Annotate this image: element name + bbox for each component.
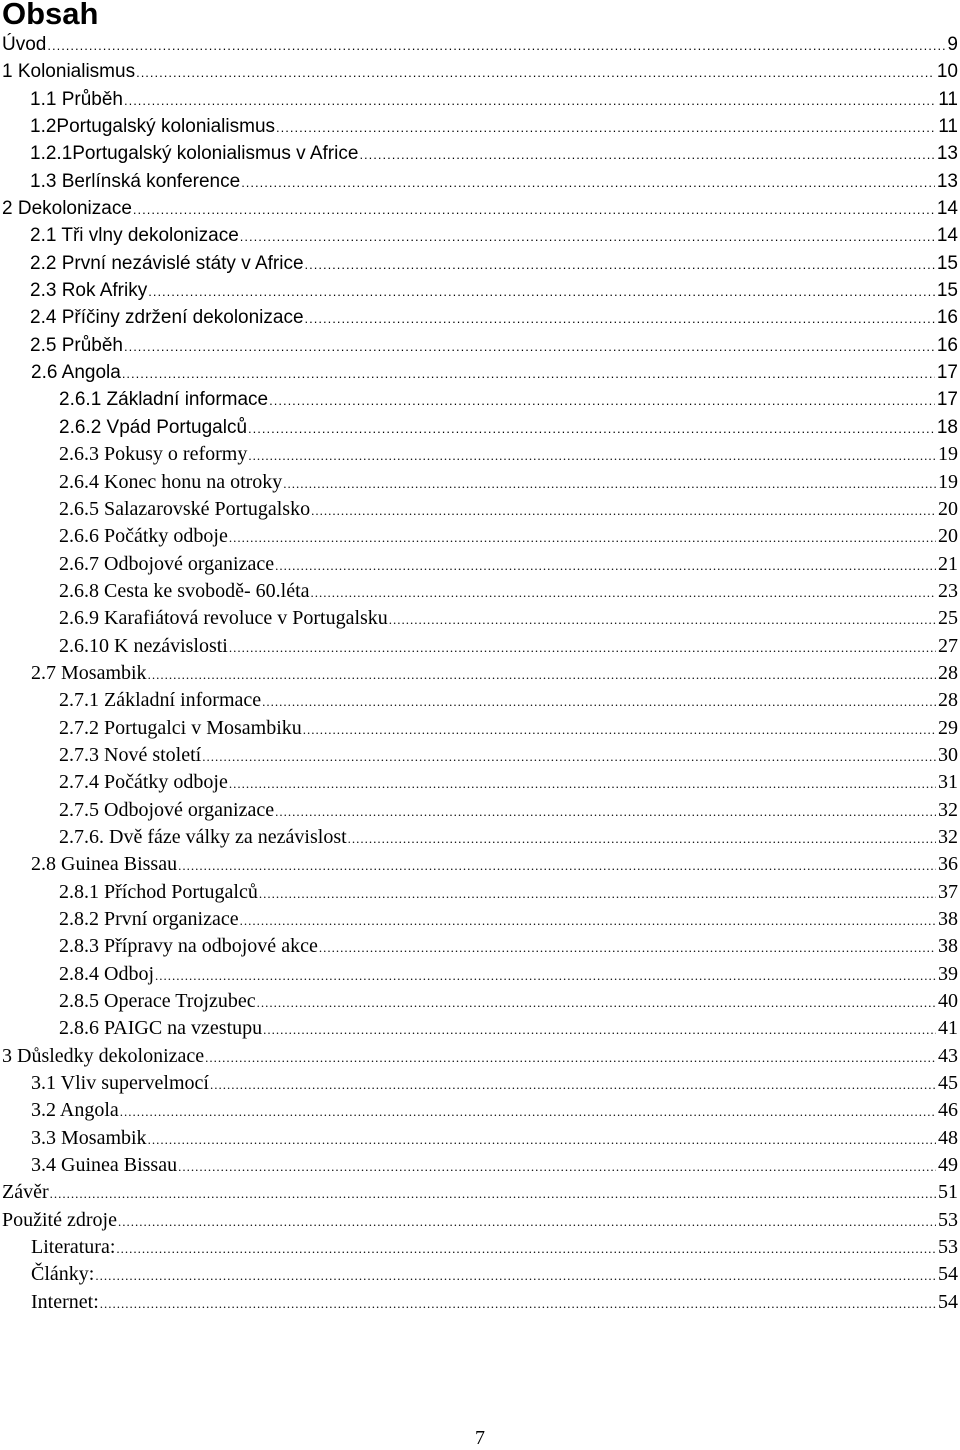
toc-entry-label: 1.3 Berlínská konference bbox=[30, 168, 241, 195]
toc-entry-label: Závěr bbox=[2, 1179, 50, 1206]
toc-entry[interactable] bbox=[0, 1207, 960, 1234]
toc-entry[interactable] bbox=[0, 113, 960, 140]
toc-entry-page: 43 bbox=[936, 1043, 958, 1070]
toc-entry-label: 2.6.4 Konec honu na otroky bbox=[59, 469, 283, 496]
toc-entry-line[interactable] bbox=[31, 1234, 958, 1262]
toc-entry[interactable] bbox=[0, 359, 960, 386]
toc-entry-line[interactable] bbox=[59, 879, 958, 907]
toc-entry[interactable] bbox=[0, 1234, 960, 1261]
toc-entry-line[interactable] bbox=[31, 1152, 958, 1180]
toc-entry-page: 40 bbox=[936, 988, 958, 1015]
toc-entry-line[interactable] bbox=[59, 742, 958, 770]
toc-entry-label: 2.8.2 První organizace bbox=[59, 906, 240, 933]
toc-entry-page: 13 bbox=[935, 140, 958, 167]
toc-entry-label: Internet: bbox=[31, 1289, 100, 1316]
toc-entry-line[interactable] bbox=[59, 961, 958, 989]
toc-entry-label: 3.3 Mosambik bbox=[31, 1125, 148, 1152]
toc-entry-label: 2.4 Příčiny zdržení dekolonizace bbox=[30, 304, 305, 331]
dot-leader bbox=[311, 579, 937, 606]
toc-entry-page: 54 bbox=[936, 1261, 958, 1288]
toc-entry-line[interactable] bbox=[59, 523, 958, 551]
toc-entry-line[interactable] bbox=[30, 304, 958, 332]
toc-entry-label: 2.8.3 Přípravy na odbojové akce bbox=[59, 933, 319, 960]
toc-entry-page: 46 bbox=[936, 1097, 958, 1124]
toc-entry-page: 19 bbox=[936, 441, 958, 468]
toc-entry-page: 53 bbox=[936, 1234, 958, 1261]
dot-leader bbox=[276, 114, 936, 141]
toc-entry-line[interactable] bbox=[2, 195, 958, 223]
toc-entry-page: 20 bbox=[936, 496, 958, 523]
toc-entry[interactable] bbox=[0, 414, 960, 441]
dot-leader bbox=[95, 1262, 936, 1289]
dot-leader bbox=[124, 333, 935, 360]
toc-entry[interactable] bbox=[0, 797, 960, 824]
toc-entry-page: 16 bbox=[935, 332, 958, 359]
toc-entry-label: 2.7.6. Dvě fáze války za nezávislost bbox=[59, 824, 348, 851]
toc-entry-page: 19 bbox=[936, 469, 958, 496]
toc-entry[interactable] bbox=[0, 496, 960, 523]
toc-entry-label: 2.6.2 Vpád Portugalců bbox=[59, 414, 248, 441]
toc-entry[interactable] bbox=[0, 1043, 960, 1070]
dot-leader bbox=[248, 415, 935, 442]
toc-entry-label: 2.8.6 PAIGC na vzestupu bbox=[59, 1015, 263, 1042]
toc-entry-page: 36 bbox=[936, 851, 958, 878]
toc-entry[interactable] bbox=[0, 1125, 960, 1152]
toc-entry-label: 3.1 Vliv supervelmocí bbox=[31, 1070, 210, 1097]
toc-entry-page: 9 bbox=[945, 31, 958, 58]
toc-entry[interactable] bbox=[0, 277, 960, 304]
dot-leader bbox=[122, 360, 935, 387]
toc-entry[interactable] bbox=[0, 386, 960, 413]
toc-entry-line[interactable] bbox=[59, 906, 958, 934]
dot-leader bbox=[155, 962, 936, 989]
page-title: Obsah bbox=[2, 0, 99, 31]
toc-entry-line[interactable] bbox=[31, 1070, 958, 1098]
toc-entry-page: 54 bbox=[936, 1289, 958, 1316]
dot-leader bbox=[116, 1235, 936, 1262]
dot-leader bbox=[305, 251, 935, 278]
toc-entry-label: 2.2 První nezávislé státy v Africe bbox=[30, 250, 305, 277]
toc-entry-line[interactable] bbox=[30, 168, 958, 196]
dot-leader bbox=[389, 606, 936, 633]
dot-leader bbox=[269, 387, 935, 414]
dot-leader bbox=[47, 32, 945, 59]
toc-entry[interactable] bbox=[0, 1261, 960, 1288]
toc-entry-line[interactable] bbox=[59, 414, 958, 442]
dot-leader bbox=[259, 880, 936, 907]
toc-entry-label: 2.6.10 K nezávislosti bbox=[59, 633, 229, 660]
page-number: 7 bbox=[475, 1427, 485, 1449]
toc-entry-line[interactable] bbox=[59, 824, 958, 852]
dot-leader bbox=[136, 59, 935, 86]
toc-entry-page: 17 bbox=[935, 359, 958, 386]
toc-entry-label: 2.3 Rok Afriky bbox=[30, 277, 148, 304]
toc-entry-line[interactable] bbox=[59, 386, 958, 414]
toc-entry[interactable] bbox=[0, 687, 960, 714]
toc-entry-line[interactable] bbox=[59, 988, 958, 1016]
dot-leader bbox=[202, 743, 936, 770]
toc-entry[interactable] bbox=[0, 140, 960, 167]
toc-entry[interactable] bbox=[0, 58, 960, 85]
toc-entry-page: 15 bbox=[935, 250, 958, 277]
toc-entry-line[interactable] bbox=[30, 277, 958, 305]
toc-entry-label: 2.6 Angola bbox=[31, 359, 122, 386]
dot-leader bbox=[283, 470, 936, 497]
toc-entry-page: 11 bbox=[936, 113, 958, 140]
toc-entry[interactable] bbox=[0, 1015, 960, 1042]
toc-entry-line[interactable] bbox=[31, 851, 958, 879]
toc-entry-page: 10 bbox=[935, 58, 958, 85]
toc-entry-line[interactable] bbox=[30, 222, 958, 250]
toc-entry-line[interactable] bbox=[31, 1289, 958, 1317]
toc-entry[interactable] bbox=[0, 988, 960, 1015]
toc-entry[interactable] bbox=[0, 250, 960, 277]
dot-leader bbox=[100, 1290, 936, 1317]
dot-leader bbox=[124, 87, 936, 114]
toc-entry-line[interactable] bbox=[2, 58, 958, 86]
toc-entry-line[interactable] bbox=[59, 715, 958, 743]
toc-entry-line[interactable] bbox=[31, 660, 958, 688]
toc-entry[interactable] bbox=[0, 605, 960, 632]
toc-entry-line[interactable] bbox=[31, 1097, 958, 1125]
toc-entry-line[interactable] bbox=[30, 332, 958, 360]
toc-entry-label: 2.6.9 Karafiátová revoluce v Portugalsku bbox=[59, 605, 389, 632]
toc-entry[interactable] bbox=[0, 933, 960, 960]
toc-entry-line[interactable] bbox=[59, 933, 958, 961]
toc-entry-page: 28 bbox=[936, 660, 958, 687]
dot-leader bbox=[210, 1071, 936, 1098]
toc-entry-line[interactable] bbox=[31, 359, 958, 387]
dot-leader bbox=[240, 907, 936, 934]
toc-entry-page: 14 bbox=[935, 195, 958, 222]
toc-entry-page: 51 bbox=[936, 1179, 958, 1206]
toc-entry-label: 2.6.7 Odbojové organizace bbox=[59, 551, 275, 578]
toc-entry-label: 2.7.5 Odbojové organizace bbox=[59, 797, 275, 824]
toc-entry-page: 16 bbox=[935, 304, 958, 331]
toc-entry-page: 37 bbox=[936, 879, 958, 906]
toc-entry-page: 32 bbox=[936, 824, 958, 851]
toc-entry-line[interactable] bbox=[59, 441, 958, 469]
toc-entry-label: 1.2.1Portugalský kolonialismus v Africe bbox=[30, 140, 359, 167]
dot-leader bbox=[178, 1153, 936, 1180]
toc-entry[interactable] bbox=[0, 332, 960, 359]
toc-entry-label: 2.1 Tři vlny dekolonizace bbox=[30, 222, 240, 249]
toc-entry-label: 2.8.1 Příchod Portugalců bbox=[59, 879, 259, 906]
dot-leader bbox=[229, 524, 936, 551]
toc-entry-line[interactable] bbox=[59, 469, 958, 497]
toc-entry-label: 2.6.3 Pokusy o reformy bbox=[59, 441, 248, 468]
toc-entry[interactable] bbox=[0, 222, 960, 249]
toc-entry-page: 38 bbox=[936, 906, 958, 933]
toc-entry-page: 41 bbox=[936, 1015, 958, 1042]
toc-entry-page: 14 bbox=[935, 222, 958, 249]
toc-entry-page: 53 bbox=[936, 1207, 958, 1234]
toc-entry[interactable] bbox=[0, 824, 960, 851]
toc-entry-label: 3 Důsledky dekolonizace bbox=[2, 1043, 205, 1070]
dot-leader bbox=[120, 1098, 936, 1125]
toc-entry-page: 20 bbox=[936, 523, 958, 550]
dot-leader bbox=[118, 1208, 936, 1235]
dot-leader bbox=[229, 634, 936, 661]
toc-entry-page: 49 bbox=[936, 1152, 958, 1179]
toc-entry-label: 2.6.5 Salazarovské Portugalsko bbox=[59, 496, 311, 523]
toc-entry[interactable] bbox=[0, 578, 960, 605]
toc-entry-page: 15 bbox=[935, 277, 958, 304]
toc-entry-page: 13 bbox=[935, 168, 958, 195]
toc-entry-page: 39 bbox=[936, 961, 958, 988]
toc-entry[interactable] bbox=[0, 906, 960, 933]
dot-leader bbox=[148, 278, 935, 305]
toc-entry[interactable] bbox=[0, 304, 960, 331]
toc-entry-page: 21 bbox=[936, 551, 958, 578]
toc-entry-label: 3.2 Angola bbox=[31, 1097, 120, 1124]
dot-leader bbox=[133, 196, 935, 223]
toc-entry[interactable] bbox=[0, 660, 960, 687]
toc-entry[interactable] bbox=[0, 769, 960, 796]
toc-entry-page: 25 bbox=[936, 605, 958, 632]
toc-entry-label: 1 Kolonialismus bbox=[2, 58, 136, 85]
toc-entry-page: 45 bbox=[936, 1070, 958, 1097]
toc-entry[interactable] bbox=[0, 168, 960, 195]
dot-leader bbox=[248, 442, 936, 469]
toc-entry-page: 30 bbox=[936, 742, 958, 769]
toc-entry-page: 23 bbox=[936, 578, 958, 605]
toc-entry[interactable] bbox=[0, 715, 960, 742]
toc-entry[interactable] bbox=[0, 195, 960, 222]
toc-entry-label: 2.6.8 Cesta ke svobodě- 60.léta bbox=[59, 578, 311, 605]
dot-leader bbox=[148, 1126, 936, 1153]
dot-leader bbox=[205, 1044, 936, 1071]
toc-entry-label: 2.5 Průběh bbox=[30, 332, 124, 359]
toc-entry[interactable] bbox=[0, 551, 960, 578]
toc-entry[interactable] bbox=[0, 1070, 960, 1097]
toc-entry-label: Články: bbox=[31, 1261, 95, 1288]
toc-entry-line[interactable] bbox=[59, 551, 958, 579]
toc-entry-page: 48 bbox=[936, 1125, 958, 1152]
toc-entry-label: 2 Dekolonizace bbox=[2, 195, 133, 222]
dot-leader bbox=[263, 1016, 936, 1043]
toc-entry[interactable] bbox=[0, 31, 960, 58]
toc-entry-label: 2.7.1 Základní informace bbox=[59, 687, 262, 714]
toc-entry-page: 29 bbox=[936, 715, 958, 742]
toc-entry-line[interactable] bbox=[2, 31, 958, 59]
toc-entry[interactable] bbox=[0, 961, 960, 988]
dot-leader bbox=[241, 169, 935, 196]
toc-entry-line[interactable] bbox=[59, 633, 958, 661]
toc-entry[interactable] bbox=[0, 851, 960, 878]
toc-entry-label: Úvod bbox=[2, 31, 47, 58]
toc-entry-label: 3.4 Guinea Bissau bbox=[31, 1152, 178, 1179]
toc-entry-label: 2.6.1 Základní informace bbox=[59, 386, 269, 413]
toc-entry-line[interactable] bbox=[59, 769, 958, 797]
toc-entry-page: 27 bbox=[936, 633, 958, 660]
toc-entry-label: Literatura: bbox=[31, 1234, 116, 1261]
toc-entry[interactable] bbox=[0, 1179, 960, 1206]
toc-entry-line[interactable] bbox=[59, 496, 958, 524]
dot-leader bbox=[240, 223, 935, 250]
toc-entry[interactable] bbox=[0, 1289, 960, 1316]
toc-entry[interactable] bbox=[0, 879, 960, 906]
toc-entry-line[interactable] bbox=[31, 1125, 958, 1153]
dot-leader bbox=[303, 716, 936, 743]
toc-entry-line[interactable] bbox=[30, 250, 958, 278]
toc-entry-page: 32 bbox=[936, 797, 958, 824]
dot-leader bbox=[319, 934, 936, 961]
toc-entry-line[interactable] bbox=[31, 1261, 958, 1289]
toc-entry-line[interactable] bbox=[59, 687, 958, 715]
toc-entry-line[interactable] bbox=[30, 113, 958, 141]
dot-leader bbox=[148, 661, 936, 688]
toc-entry-page: 17 bbox=[935, 386, 958, 413]
toc-entry[interactable] bbox=[0, 441, 960, 468]
toc-entry-line[interactable] bbox=[59, 605, 958, 633]
dot-leader bbox=[178, 852, 936, 879]
toc-entry-label: 2.7 Mosambik bbox=[31, 660, 148, 687]
toc-entry-label: 2.8.5 Operace Trojzubec bbox=[59, 988, 257, 1015]
toc-entry-label: 2.7.2 Portugalci v Mosambiku bbox=[59, 715, 303, 742]
toc-entry[interactable] bbox=[0, 742, 960, 769]
toc-entry-page: 38 bbox=[936, 933, 958, 960]
table-of-contents bbox=[0, 31, 960, 1316]
toc-entry-label: Použité zdroje bbox=[2, 1207, 118, 1234]
toc-entry-label: 2.6.6 Počátky odboje bbox=[59, 523, 229, 550]
toc-entry-label: 1.2Portugalský kolonialismus bbox=[30, 113, 276, 140]
toc-entry-label: 1.1 Průběh bbox=[30, 86, 124, 113]
toc-entry[interactable] bbox=[0, 1152, 960, 1179]
dot-leader bbox=[359, 141, 934, 168]
toc-entry-page: 18 bbox=[935, 414, 958, 441]
toc-entry-line[interactable] bbox=[59, 1015, 958, 1043]
toc-entry-label: 2.8 Guinea Bissau bbox=[31, 851, 178, 878]
toc-entry-label: 2.8.4 Odboj bbox=[59, 961, 155, 988]
dot-leader bbox=[348, 825, 936, 852]
dot-leader bbox=[275, 552, 936, 579]
toc-entry-page: 11 bbox=[936, 86, 958, 113]
toc-entry-label: 2.7.3 Nové století bbox=[59, 742, 202, 769]
dot-leader bbox=[311, 497, 936, 524]
toc-entry[interactable] bbox=[0, 523, 960, 550]
dot-leader bbox=[275, 798, 936, 825]
toc-entry-line[interactable] bbox=[30, 86, 958, 114]
toc-entry-line[interactable] bbox=[2, 1043, 958, 1071]
toc-entry-line[interactable] bbox=[30, 140, 958, 168]
dot-leader bbox=[262, 688, 936, 715]
toc-entry-line[interactable] bbox=[59, 578, 958, 606]
toc-entry-line[interactable] bbox=[2, 1207, 958, 1235]
toc-entry[interactable] bbox=[0, 86, 960, 113]
toc-entry-page: 31 bbox=[936, 769, 958, 796]
toc-entry[interactable] bbox=[0, 469, 960, 496]
toc-entry[interactable] bbox=[0, 633, 960, 660]
dot-leader bbox=[229, 770, 936, 797]
dot-leader bbox=[50, 1180, 936, 1207]
toc-entry[interactable] bbox=[0, 1097, 960, 1124]
toc-entry-line[interactable] bbox=[2, 1179, 958, 1207]
toc-entry-page: 28 bbox=[936, 687, 958, 714]
toc-entry-line[interactable] bbox=[59, 797, 958, 825]
dot-leader bbox=[257, 989, 936, 1016]
toc-entry-label: 2.7.4 Počátky odboje bbox=[59, 769, 229, 796]
dot-leader bbox=[305, 305, 935, 332]
